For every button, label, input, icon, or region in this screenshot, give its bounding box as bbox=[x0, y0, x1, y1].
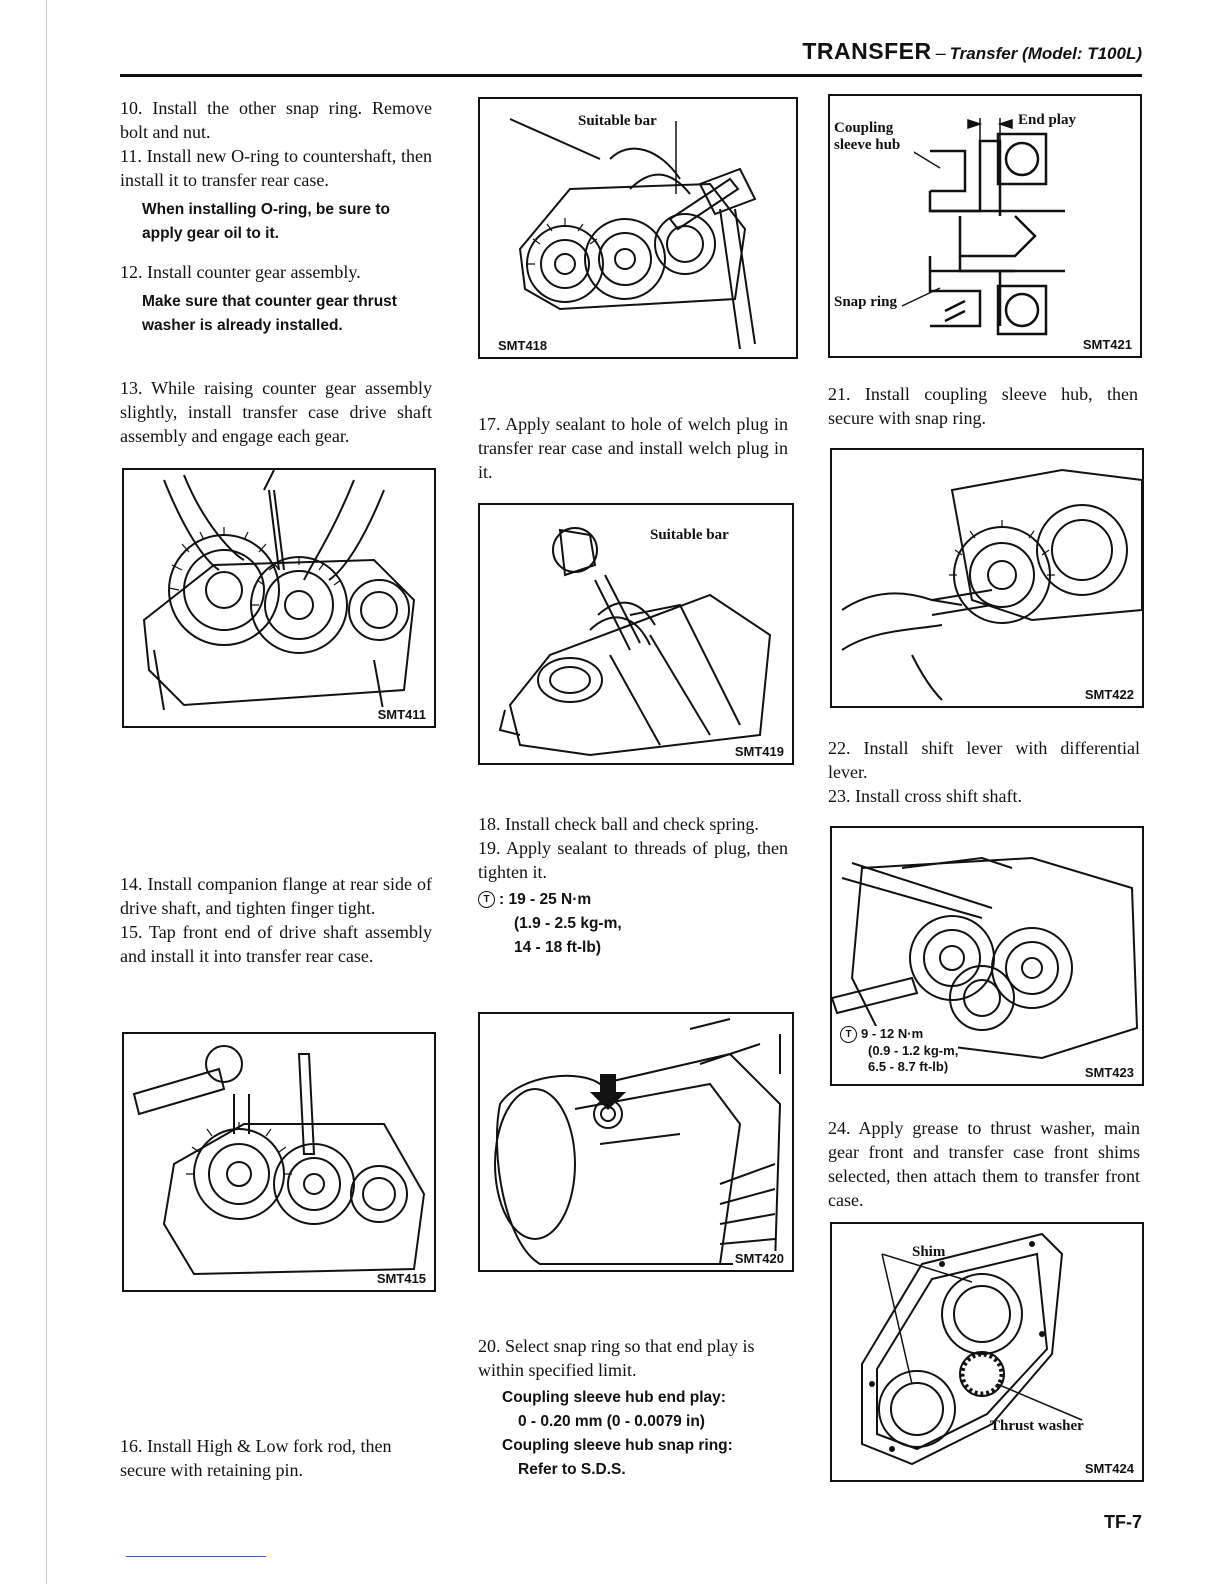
bottom-link-line bbox=[126, 1556, 266, 1557]
figure-smt415 bbox=[122, 1032, 436, 1292]
torque-423-line-1: 9 - 12 N·m bbox=[861, 1026, 924, 1041]
torque-423-line-3: 6.5 - 8.7 ft-lb) bbox=[868, 1059, 949, 1075]
figure-code-smt422: SMT422 bbox=[1084, 687, 1134, 702]
figure-smt418 bbox=[478, 97, 798, 359]
step-17: 17. Apply sealant to hole of welch plug in transfer rear case and install welch plug in it. bbox=[478, 414, 788, 482]
step-24-block bbox=[828, 1116, 1140, 1212]
step-14: 14. Install companion flange at rear side of drive shaft, and tighten finger tight. bbox=[120, 874, 432, 918]
spec-20-line-3: Coupling sleeve hub snap ring: bbox=[502, 1437, 733, 1454]
label-snap-ring: Snap ring bbox=[834, 294, 897, 310]
torque-spec-smt423 bbox=[840, 1026, 958, 1075]
steps-10-12 bbox=[120, 96, 432, 338]
figure-code-smt421: SMT421 bbox=[1082, 337, 1132, 352]
plug-install-illustration bbox=[480, 1014, 792, 1270]
label-coupling-sleeve-hub: Coupling sleeve hub bbox=[834, 120, 914, 154]
header-subtitle: Transfer (Model: T100L) bbox=[949, 44, 1142, 63]
figure-code-smt424: SMT424 bbox=[1084, 1461, 1134, 1476]
figure-smt421 bbox=[828, 94, 1142, 358]
figure-smt419 bbox=[478, 503, 794, 765]
torque-423-line-2: (0.9 - 1.2 kg-m, bbox=[868, 1043, 959, 1059]
page-number: TF-7 bbox=[1104, 1512, 1142, 1532]
label-end-play: End play bbox=[1018, 112, 1076, 128]
step-11: 11. Install new O-ring to countershaft, then install it to transfer rear case. bbox=[120, 146, 432, 190]
figure-smt420 bbox=[478, 1012, 794, 1272]
step-16-block bbox=[120, 1434, 436, 1482]
step-19: 19. Apply sealant to threads of plug, then tighten it. bbox=[478, 838, 788, 882]
figure-code-smt423: SMT423 bbox=[1084, 1065, 1134, 1080]
step-21: 21. Install coupling sleeve hub, then secure with snap ring. bbox=[828, 384, 1138, 428]
note-11: When installing O-ring, be sure to apply gear oil to it. bbox=[142, 201, 391, 242]
step-18: 18. Install check ball and check spring. bbox=[478, 814, 759, 834]
drive-shaft-assembly-illustration bbox=[124, 470, 434, 726]
figure-code-smt415: SMT415 bbox=[376, 1271, 426, 1286]
figure-code-smt418: SMT418 bbox=[498, 338, 548, 353]
tap-drive-shaft-illustration bbox=[124, 1034, 434, 1290]
step-23: 23. Install cross shift shaft. bbox=[828, 786, 1022, 806]
torque-symbol-icon: T bbox=[478, 891, 495, 908]
torque-19-line-3: 14 - 18 ft-lb) bbox=[514, 939, 601, 956]
figure-smt424 bbox=[830, 1222, 1144, 1482]
note-12: Make sure that counter gear thrust washer is already installed. bbox=[142, 293, 397, 334]
step-13: 13. While raising counter gear assembly slightly, install transfer case drive shaft assembly and engage each gear. bbox=[120, 378, 432, 446]
step-10: 10. Install the other snap ring. Remove bolt and nut. bbox=[120, 98, 432, 142]
header-dash: – bbox=[935, 43, 946, 63]
label-thrust-washer: Thrust washer bbox=[990, 1418, 1084, 1434]
figure-smt411 bbox=[122, 468, 436, 728]
step-20-block bbox=[478, 1334, 792, 1482]
step-17-block bbox=[478, 412, 788, 484]
front-case-shim-illustration bbox=[832, 1224, 1142, 1480]
figure-code-smt419: SMT419 bbox=[734, 744, 784, 759]
figure-smt422 bbox=[830, 448, 1144, 708]
step-15: 15. Tap front end of drive shaft assembly and install it into transfer rear case. bbox=[120, 922, 432, 966]
spec-20-line-4: Refer to S.D.S. bbox=[518, 1461, 626, 1478]
margin-line bbox=[46, 0, 47, 1584]
steps-18-19 bbox=[478, 812, 788, 960]
header-rule bbox=[120, 74, 1142, 77]
torque-symbol-icon-2: T bbox=[840, 1026, 857, 1043]
step-21-block bbox=[828, 382, 1138, 430]
step-13-block bbox=[120, 376, 432, 448]
step-20: 20. Select snap ring so that end play is within specified limit. bbox=[478, 1336, 755, 1380]
header-title: TRANSFER bbox=[802, 38, 932, 64]
spec-20-line-1: Coupling sleeve hub end play: bbox=[502, 1389, 726, 1406]
step-16: 16. Install High & Low fork rod, then secure with retaining pin. bbox=[120, 1436, 392, 1480]
step-24: 24. Apply grease to thrust washer, main gear front and transfer case front shims selected, then attach them to transfer front case. bbox=[828, 1118, 1140, 1210]
welch-plug-illustration bbox=[480, 505, 792, 763]
torque-19-line-2: (1.9 - 2.5 kg-m, bbox=[514, 915, 622, 932]
figure-smt423 bbox=[830, 826, 1144, 1086]
label-suitable-bar: Suitable bar bbox=[578, 113, 657, 129]
label-shim: Shim bbox=[912, 1244, 946, 1260]
steps-14-15 bbox=[120, 872, 432, 968]
snap-ring-install-illustration bbox=[480, 99, 796, 357]
step-12: 12. Install counter gear assembly. bbox=[120, 262, 361, 282]
coupling-sleeve-hub-illustration bbox=[832, 450, 1142, 706]
steps-22-23 bbox=[828, 736, 1140, 808]
torque-19-line-1: : 19 - 25 N·m bbox=[499, 891, 592, 908]
torque-spec-19 bbox=[478, 888, 788, 912]
page-header bbox=[802, 38, 1142, 65]
figure-code-smt411: SMT411 bbox=[377, 707, 426, 722]
label-suitable-bar-2: Suitable bar bbox=[650, 527, 729, 543]
figure-code-smt420: SMT420 bbox=[734, 1251, 784, 1266]
step-22: 22. Install shift lever with differential lever. bbox=[828, 738, 1140, 782]
spec-20-line-2: 0 - 0.20 mm (0 - 0.0079 in) bbox=[518, 1413, 705, 1430]
